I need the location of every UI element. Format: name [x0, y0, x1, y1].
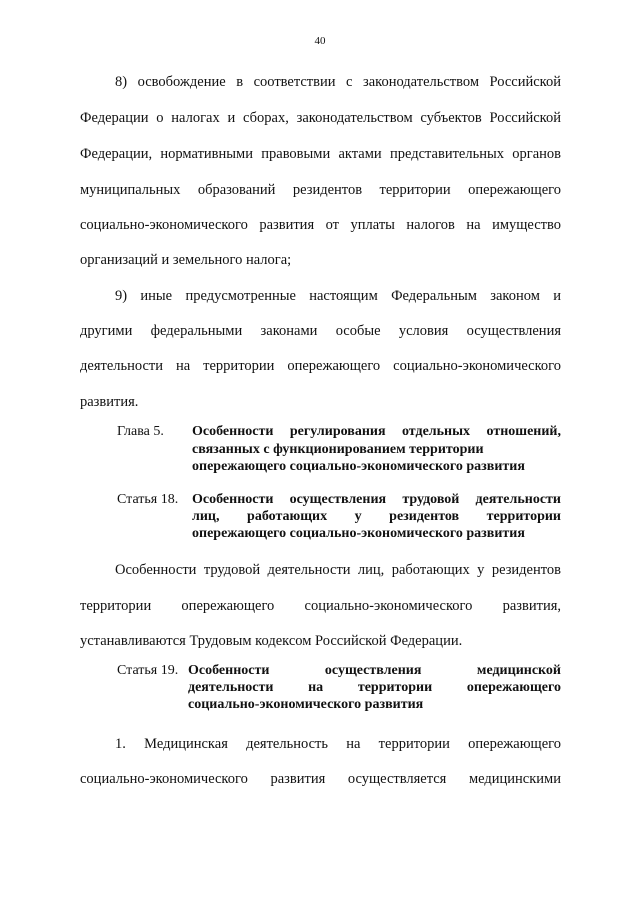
article-19-title-line-3: социально-экономического развития: [188, 697, 424, 712]
article-18-text-line-2: территории опережающего социально-экономического развития,: [80, 598, 561, 614]
para8-line-5: социально-экономического развития от уплаты налогов на имущество: [80, 217, 561, 233]
article-18-title-line-2: лиц, работающих у резидентов территории: [192, 509, 561, 524]
para8-line-3: Федерации, нормативными правовыми актами представительных органов: [80, 146, 561, 162]
article-18-text-line-1: Особенности трудовой деятельности лиц, работающих у резидентов: [115, 562, 561, 578]
article-19-label: Статья 19.: [117, 663, 179, 678]
article-18-title-line-1: Особенности осуществления трудовой деятельности: [192, 492, 561, 507]
chapter-title-line-1: Особенности регулирования отдельных отношений,: [192, 424, 561, 439]
article-19-title-line-2: деятельности на территории опережающего: [188, 680, 561, 695]
para9-line-4: развития.: [80, 394, 139, 410]
article-18-text-line-3: устанавливаются Трудовым кодексом Российской Федерации.: [80, 633, 463, 649]
para8-line-4: муниципальных образований резидентов территории опережающего: [80, 182, 561, 198]
article-19-text-line-2: социально-экономического развития осуществляется медицинскими: [80, 771, 561, 787]
page-number: 40: [314, 35, 326, 47]
para8-line-2: Федерации о налогах и сборах, законодательством субъектов Российской: [80, 110, 561, 126]
article-19-text-line-1: 1. Медицинская деятельность на территории опережающего: [115, 736, 561, 752]
para8-line-1: 8) освобождение в соответствии с законодательством Российской: [115, 74, 561, 90]
article-19-title-line-1: Особенности осуществления медицинской: [188, 663, 561, 678]
chapter-title-line-3: опережающего социально-экономического развития: [192, 459, 525, 474]
chapter-label: Глава 5.: [117, 424, 164, 439]
para9-line-2: другими федеральными законами особые условия осуществления: [80, 323, 561, 339]
para9-line-1: 9) иные предусмотренные настоящим Федеральным законом и: [115, 288, 561, 304]
para9-line-3: деятельности на территории опережающего социально-экономического: [80, 358, 561, 374]
para8-line-6: организаций и земельного налога;: [80, 252, 292, 268]
article-18-label: Статья 18.: [117, 492, 179, 507]
article-18-title-line-3: опережающего социально-экономического развития: [192, 526, 525, 541]
chapter-title-line-2: связанных с функционированием территории: [192, 442, 484, 457]
